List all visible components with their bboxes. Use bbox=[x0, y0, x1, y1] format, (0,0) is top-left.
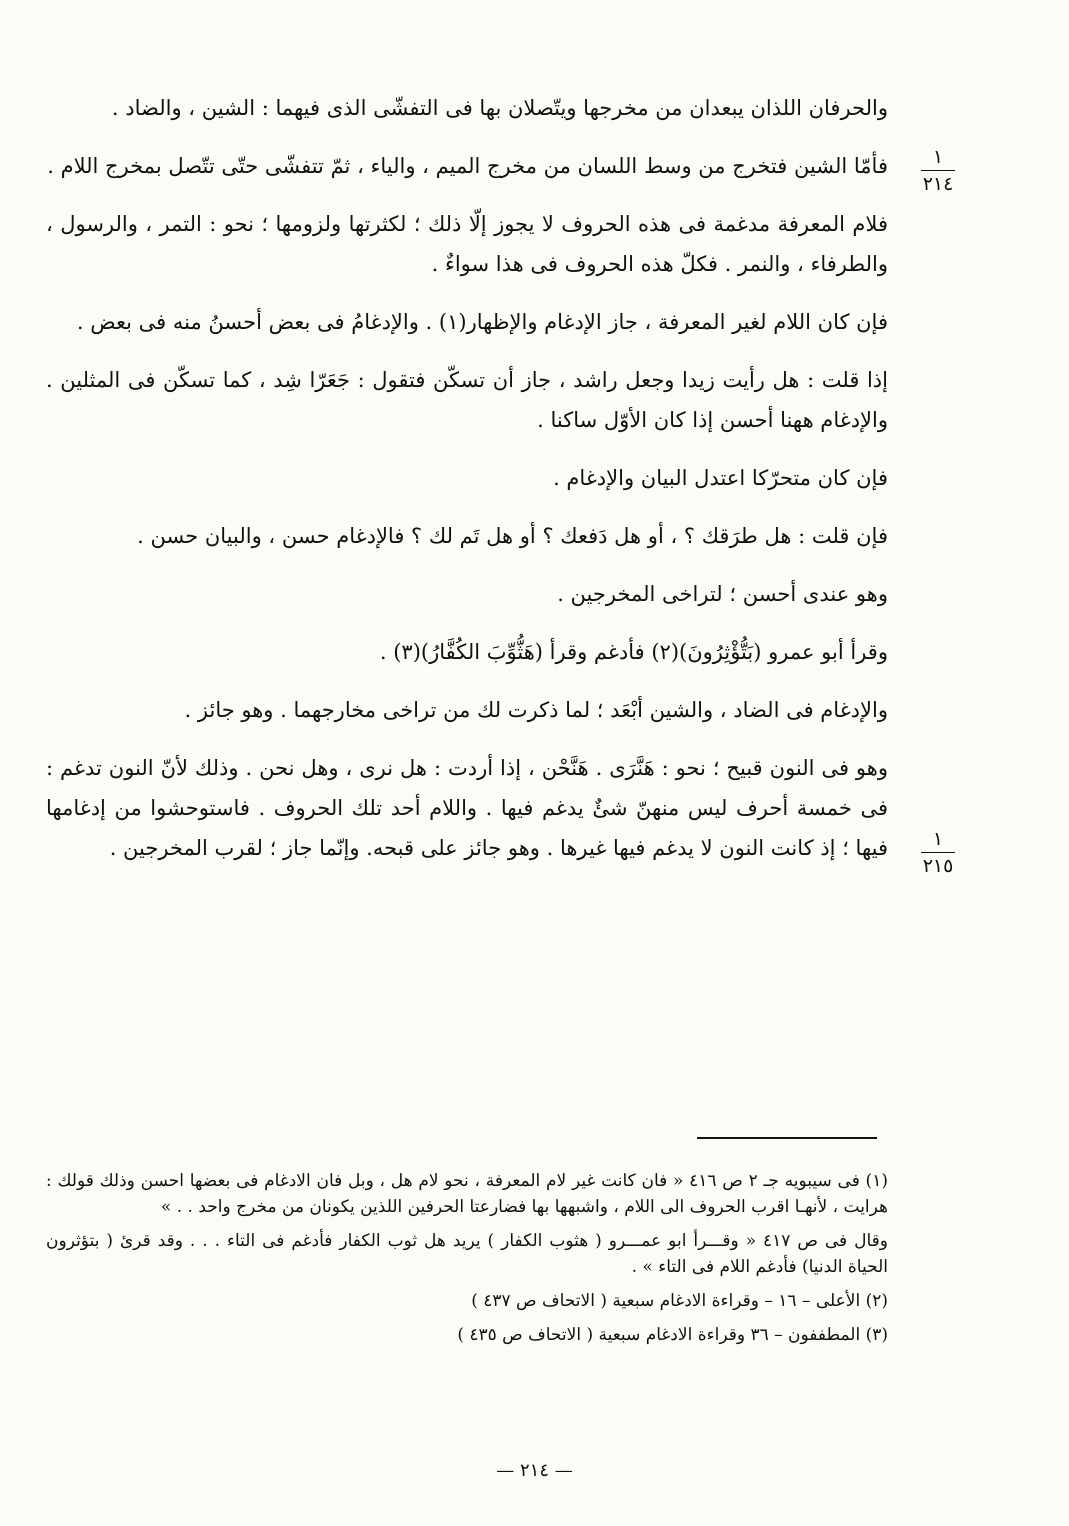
main-text bbox=[46, 88, 888, 886]
paragraph-4: فإن كان اللام لغير المعرفة ، جاز الإدغام والإظهار(١) . والإدغامُ فى بعض أحسنُ منه فى بعض . bbox=[76, 310, 888, 334]
paragraph-2: فأمّا الشين فتخرج من وسط اللسان من مخرج الميم ، والياء ، ثمّ تتفشّى حتّى تتّصل بمخرج اللام . bbox=[47, 154, 888, 178]
margin-reference-page: ٢١٤ bbox=[922, 173, 954, 195]
paragraph-3: فلام المعرفة مدغمة فى هذه الحروف لا يجوز إلّا ذلك ؛ لكثرتها ولزومها ؛ نحو : التمر ، والرسول ، والطرفاء ، والنمر . فكلّ هذه الحروف فى هذا سواءٌ . bbox=[46, 212, 888, 276]
footnote-3: (٣) المطففون – ٣٦ وقراءة الادغام سبعية ( الاتحاف ص ٤٣٥ ) bbox=[457, 1325, 888, 1345]
footnote-2: (٢) الأعلى – ١٦ – وقراءة الادغام سبعية ( الاتحاف ص ٤٣٧ ) bbox=[471, 1291, 888, 1311]
margin-reference-divider bbox=[921, 852, 955, 853]
paragraph-5: إذا قلت : هل رأيت زيدا وجعل راشد ، جاز أن تسكّن فتقول : جَعَرّا شِد ، كما تسكّن فى المثلين . والإدغام ههنا أحسن إذا كان الأوّل ساكنا . bbox=[46, 368, 888, 432]
paragraph-1: والحرفان اللذان يبعدان من مخرجها ويتّصلان بها فى التفشّى الذى فيهما : الشين ، والضاد . bbox=[111, 96, 888, 120]
paragraph-9: وقرأ أبو عمرو (بَتُّؤْثِرُونَ)(٢) فأدغم وقرأ (هَثُّوِّبَ الكُفَّارُ)(٣) . bbox=[379, 640, 888, 664]
page-number: — ٢١٤ — bbox=[496, 1460, 573, 1481]
footnote-1: (١) فى سيبويه جـ ٢ ص ٤١٦ « فان كانت غير لام المعرفة ، نحو لام هل ، وبل فان الادغام فى بعضها احسن وذلك قولك : هرايت ، لأنهـا اقرب الحروف الى اللام ، واشبهها بها فضارعتا الحرفين اللذين يكونان من مخرج واحد . . » bbox=[46, 1171, 888, 1217]
paragraph-7: فإن قلت : هل طرَقك ؟ ، أو هل دَفعك ؟ أو هل تَم لك ؟ فالإدغام حسن ، والبيان حسن . bbox=[137, 524, 888, 548]
footnote-divider bbox=[697, 1137, 877, 1139]
margin-reference-page: ٢١٥ bbox=[922, 855, 954, 877]
margin-reference-215 bbox=[908, 828, 968, 877]
paragraph-8: وهو عندى أحسن ؛ لتراخى المخرجين . bbox=[557, 582, 888, 606]
paragraph-6: فإن كان متحرّكا اعتدل البيان والإدغام . bbox=[553, 466, 888, 490]
margin-reference-214 bbox=[908, 146, 968, 195]
margin-reference-part: ١ bbox=[932, 146, 944, 168]
margin-reference-divider bbox=[921, 170, 955, 171]
margin-reference-part: ١ bbox=[932, 828, 944, 850]
paragraph-10: والإدغام فى الضاد ، والشين أبْعَد ؛ لما ذكرت لك من تراخى مخارجهما . وهو جائز . bbox=[184, 698, 888, 722]
footnote-1-continued: وقال فى ص ٤١٧ « وقـــرأ ابو عمـــرو ( هثوب الكفار ) يريد هل ثوب الكفار فأدغم فى التاء . . . وقد قرئ ( بتؤثرون الحياة الدنيا) فأدغم اللام فى التاء » . bbox=[46, 1231, 888, 1277]
footnotes bbox=[46, 1168, 888, 1356]
paragraph-11: وهو فى النون قبيح ؛ نحو : هَنَّرَى . هَنَّحْن ، إذا أردت : هل نرى ، وهل نحن . وذلك لأنّ النون تدغم : فى خمسة أحرف ليس منهنّ شئٌ يدغم فيها . واللام أحد تلك الحروف . فاستوحشوا من إدغامها فيها ؛ إذ كانت النون لا يدغم فيها غيرها . وهو جائز على قبحه. وإنّما جاز ؛ لقرب المخرجين . bbox=[46, 756, 888, 860]
